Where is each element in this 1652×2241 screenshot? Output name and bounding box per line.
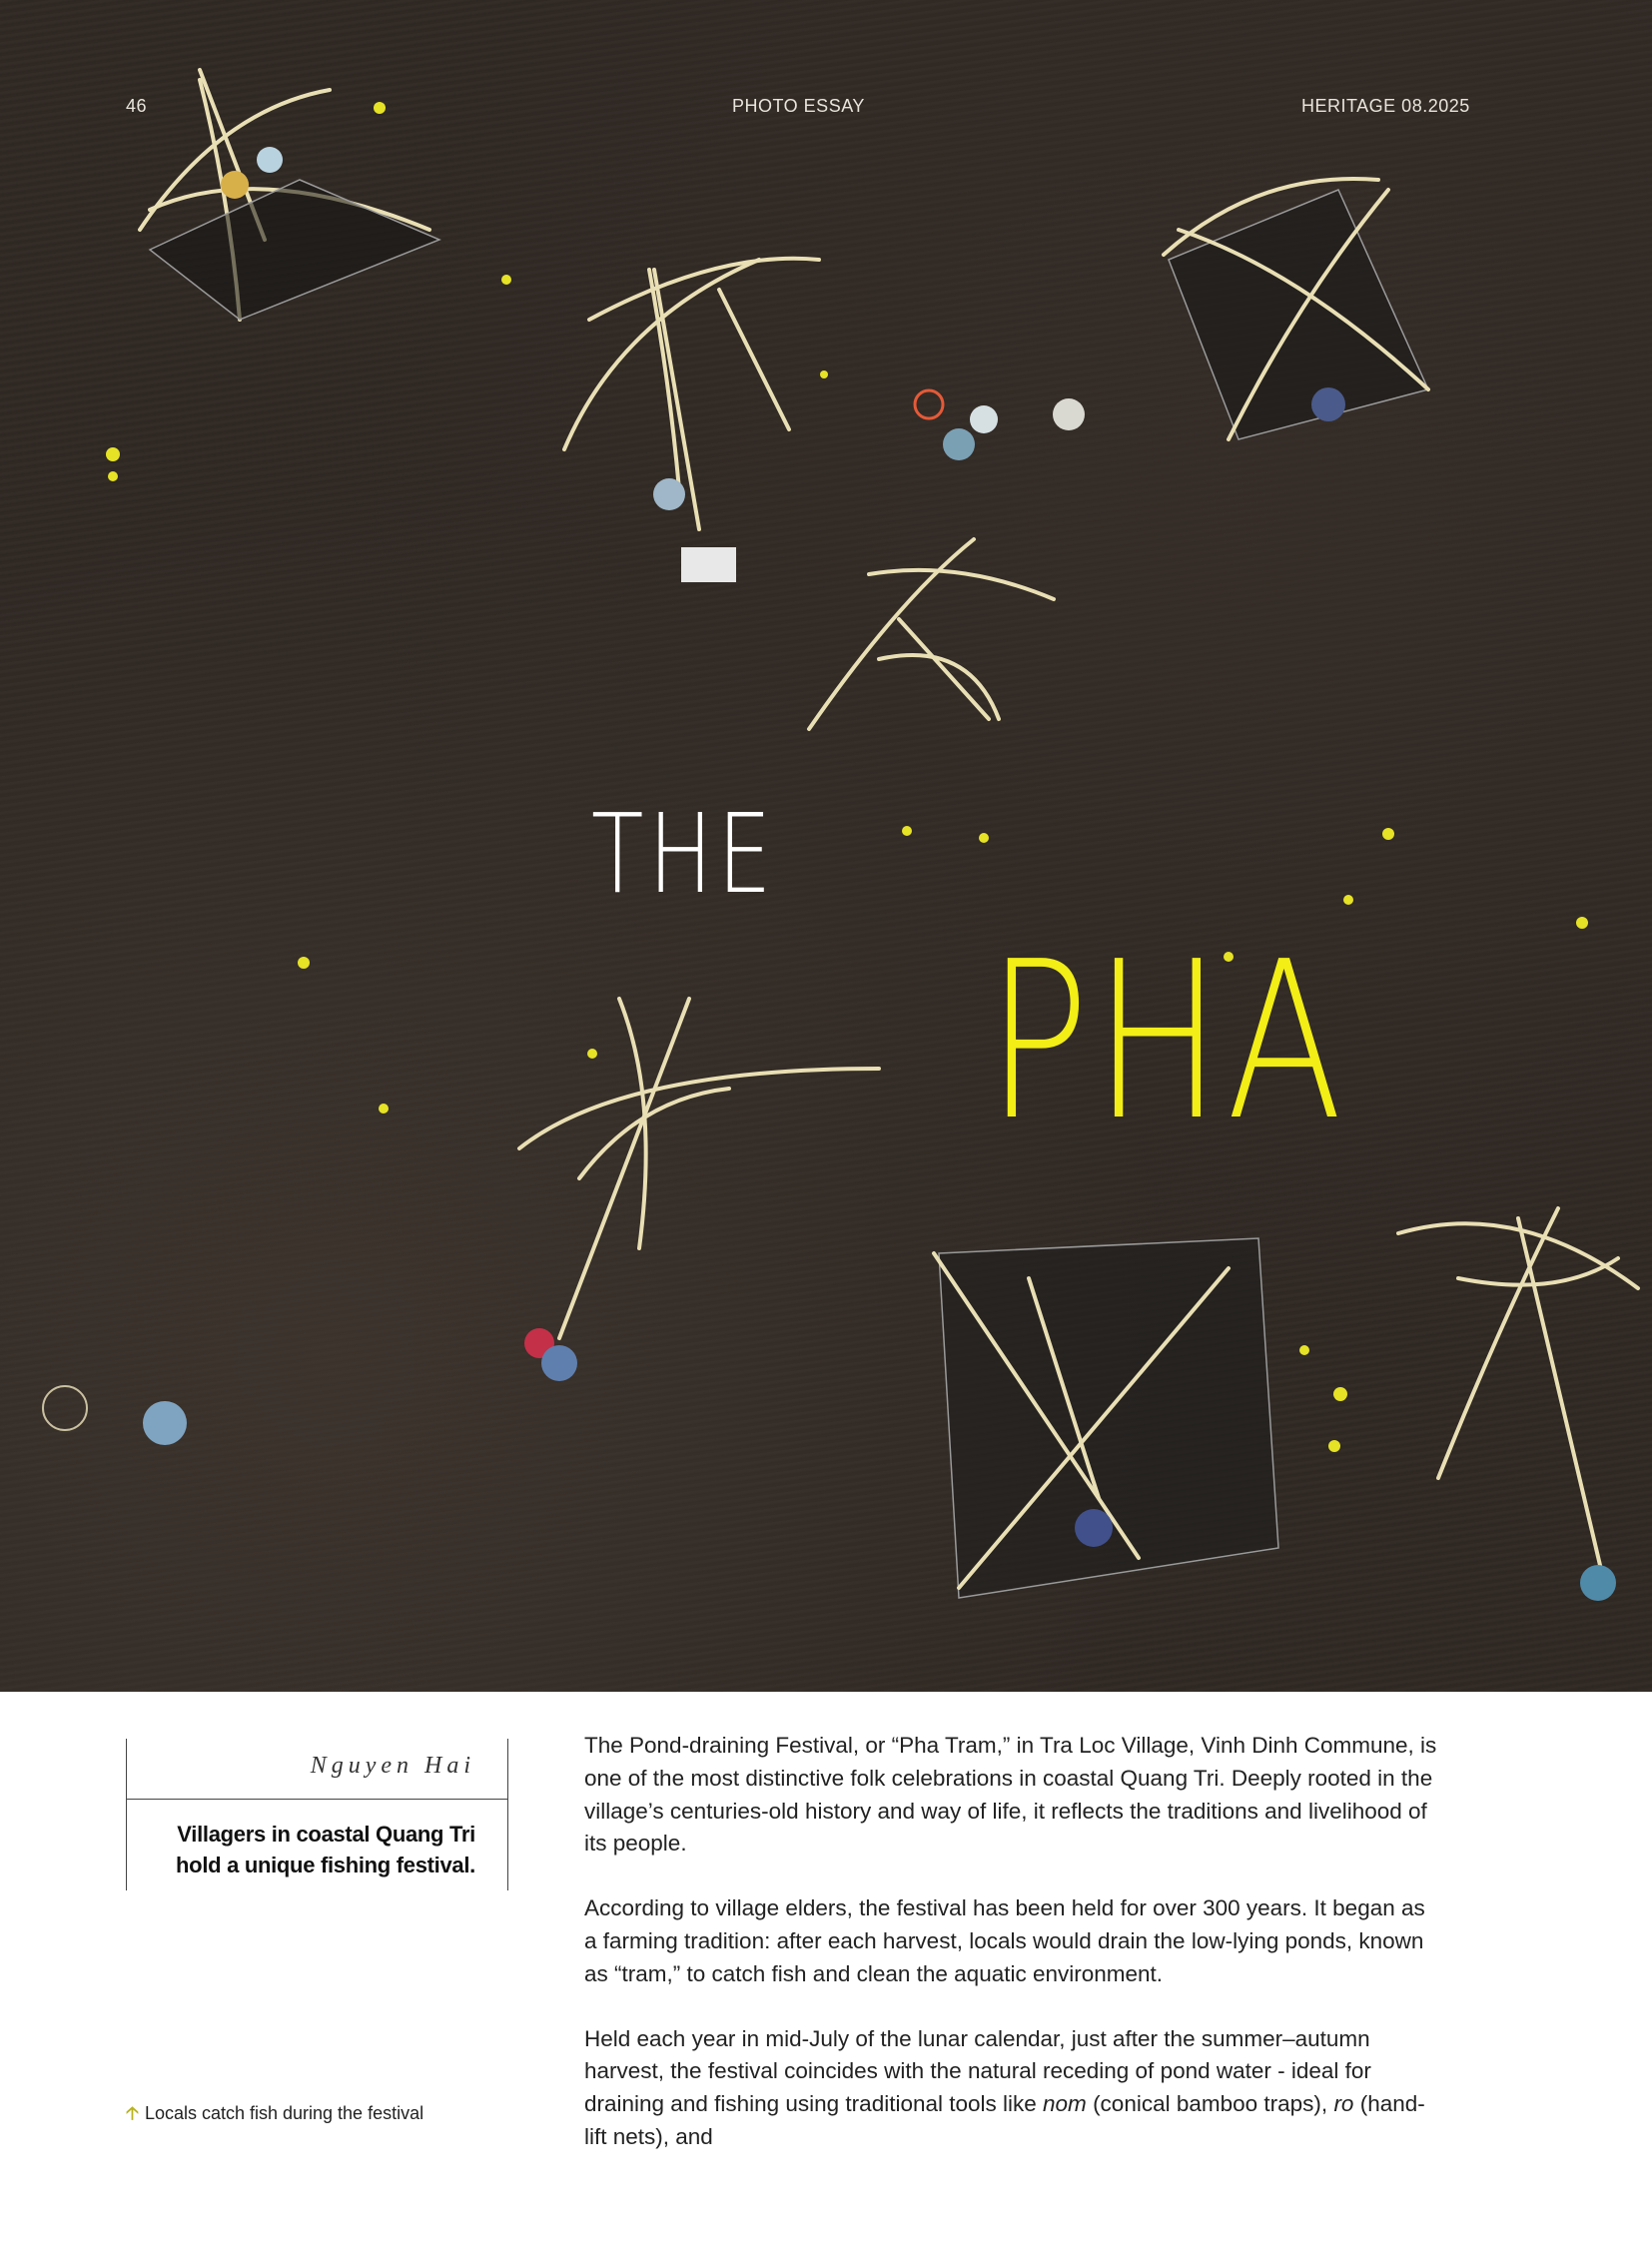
photo-caption (126, 2101, 423, 2131)
arrow-up-icon: 🡡 (126, 2103, 139, 2123)
lift-net (519, 999, 879, 1338)
lift-net (934, 1238, 1278, 1598)
title-line-1: THE (591, 790, 777, 918)
lift-net (140, 70, 439, 320)
lift-net (1164, 179, 1428, 439)
byline-box (126, 1739, 508, 1890)
article-body (584, 1730, 1443, 2186)
paragraph-text: (hand-lift nets), and (584, 2091, 1425, 2149)
paragraph (584, 2023, 1443, 2154)
lift-net (809, 539, 1054, 729)
term-nom: nom (1043, 2091, 1087, 2117)
page-number: 46 (126, 96, 148, 116)
deck-text: Villagers in coastal Quang Tri hold a unique fishing festival. (176, 1822, 475, 1877)
paragraph-text: Held each year in mid-July of the lunar calendar, just after the summer–autumn harvest, the festival coincides with the natural receding of pond water - ideal for draining and fishing using traditional tools like (584, 2025, 1371, 2117)
term-ro: ro (1333, 2091, 1354, 2117)
paragraph: According to village elders, the festival has been held for over 300 years. It began as a farming tradition: after each harvest, locals would drain the low-lying ponds, known as “tram,” to catch fish and clean the aquatic environment. (584, 1895, 1425, 1986)
paragraph-text: (conical bamboo traps), (1086, 2091, 1334, 2117)
title-line-2: PHA (987, 916, 1347, 1168)
author-name: Nguyen Hai (310, 1753, 475, 1779)
divider (127, 1799, 507, 1800)
lift-net (564, 259, 819, 529)
caption-text: Locals catch fish during the festival (144, 2103, 424, 2123)
issue-label: HERITAGE 08.2025 (1301, 96, 1470, 116)
lift-net (1398, 1208, 1638, 1578)
section-label: PHOTO ESSAY (732, 96, 865, 116)
paragraph: The Pond-draining Festival, or “Pha Tram,” in Tra Loc Village, Vinh Dinh Commune, is one of the most distinctive folk celebrations in coastal Quang Tri. Deeply rooted in the village’s centuries-old history and way of life, it reflects the traditions and livelihood of its people. (584, 1733, 1437, 1857)
